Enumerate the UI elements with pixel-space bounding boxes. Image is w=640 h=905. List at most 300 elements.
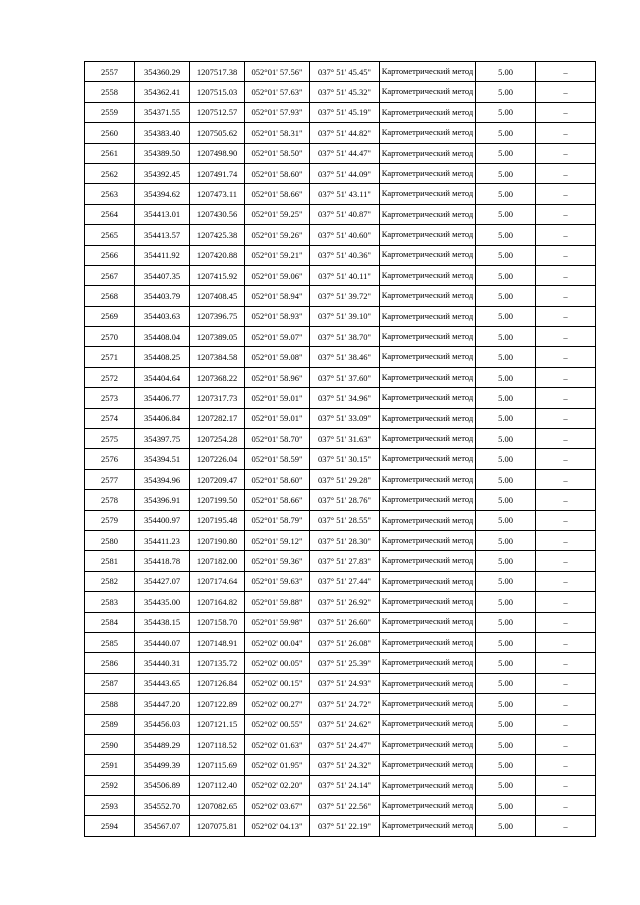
coord-x-cell: 354438.15: [135, 612, 190, 632]
accuracy-cell: 5.00: [476, 510, 536, 530]
point-number-cell: 2590: [85, 734, 135, 754]
coord-y-cell: 1207512.57: [190, 102, 245, 122]
latitude-cell: 052°02' 02.20": [245, 775, 310, 795]
table-row: [85, 102, 596, 122]
point-number-cell: 2582: [85, 571, 135, 591]
table-row: [85, 123, 596, 143]
method-cell: Картометрический метод: [380, 408, 476, 428]
point-number-cell: 2573: [85, 388, 135, 408]
point-number-cell: 2588: [85, 694, 135, 714]
method-cell: Картометрический метод: [380, 490, 476, 510]
accuracy-cell: 5.00: [476, 490, 536, 510]
method-cell: Картометрический метод: [380, 775, 476, 795]
longitude-cell: 037° 51' 24.93": [310, 673, 380, 693]
table-row: [85, 694, 596, 714]
latitude-cell: 052°01' 57.56": [245, 62, 310, 82]
coord-y-cell: 1207148.91: [190, 632, 245, 652]
longitude-cell: 037° 51' 28.55": [310, 510, 380, 530]
latitude-cell: 052°01' 58.96": [245, 367, 310, 387]
point-number-cell: 2558: [85, 82, 135, 102]
point-number-cell: 2589: [85, 714, 135, 734]
latitude-cell: 052°01' 59.88": [245, 592, 310, 612]
point-number-cell: 2565: [85, 225, 135, 245]
table-row: [85, 755, 596, 775]
accuracy-cell: 5.00: [476, 612, 536, 632]
coord-y-cell: 1207254.28: [190, 429, 245, 449]
note-cell: –: [536, 184, 596, 204]
point-number-cell: 2561: [85, 143, 135, 163]
coord-x-cell: 354403.79: [135, 286, 190, 306]
coord-y-cell: 1207282.17: [190, 408, 245, 428]
coord-x-cell: 354427.07: [135, 571, 190, 591]
method-cell: Картометрический метод: [380, 327, 476, 347]
note-cell: –: [536, 388, 596, 408]
coord-x-cell: 354400.97: [135, 510, 190, 530]
table-row: [85, 245, 596, 265]
coord-x-cell: 354371.55: [135, 102, 190, 122]
table-row: [85, 571, 596, 591]
table-row: [85, 388, 596, 408]
latitude-cell: 052°02' 00.04": [245, 632, 310, 652]
point-number-cell: 2577: [85, 469, 135, 489]
method-cell: Картометрический метод: [380, 469, 476, 489]
accuracy-cell: 5.00: [476, 347, 536, 367]
note-cell: –: [536, 775, 596, 795]
method-cell: Картометрический метод: [380, 82, 476, 102]
coord-y-cell: 1207317.73: [190, 388, 245, 408]
point-number-cell: 2566: [85, 245, 135, 265]
coord-x-cell: 354567.07: [135, 816, 190, 836]
coord-y-cell: 1207164.82: [190, 592, 245, 612]
longitude-cell: 037° 51' 40.36": [310, 245, 380, 265]
note-cell: –: [536, 796, 596, 816]
point-number-cell: 2594: [85, 816, 135, 836]
accuracy-cell: 5.00: [476, 734, 536, 754]
table-row: [85, 265, 596, 285]
coord-y-cell: 1207384.58: [190, 347, 245, 367]
accuracy-cell: 5.00: [476, 632, 536, 652]
longitude-cell: 037° 51' 22.56": [310, 796, 380, 816]
coord-x-cell: 354396.91: [135, 490, 190, 510]
method-cell: Картометрический метод: [380, 204, 476, 224]
point-number-cell: 2564: [85, 204, 135, 224]
coord-x-cell: 354499.39: [135, 755, 190, 775]
point-number-cell: 2576: [85, 449, 135, 469]
table-row: [85, 775, 596, 795]
latitude-cell: 052°01' 58.60": [245, 163, 310, 183]
note-cell: –: [536, 429, 596, 449]
longitude-cell: 037° 51' 29.28": [310, 469, 380, 489]
method-cell: Картометрический метод: [380, 102, 476, 122]
coord-y-cell: 1207118.52: [190, 734, 245, 754]
latitude-cell: 052°01' 59.36": [245, 551, 310, 571]
latitude-cell: 052°02' 00.27": [245, 694, 310, 714]
coord-x-cell: 354489.29: [135, 734, 190, 754]
coord-x-cell: 354411.23: [135, 530, 190, 550]
point-number-cell: 2581: [85, 551, 135, 571]
accuracy-cell: 5.00: [476, 286, 536, 306]
coord-x-cell: 354389.50: [135, 143, 190, 163]
latitude-cell: 052°01' 59.07": [245, 327, 310, 347]
method-cell: Картометрический метод: [380, 530, 476, 550]
method-cell: Картометрический метод: [380, 123, 476, 143]
accuracy-cell: 5.00: [476, 184, 536, 204]
table-row: [85, 449, 596, 469]
note-cell: –: [536, 571, 596, 591]
table-row: [85, 82, 596, 102]
latitude-cell: 052°02' 01.63": [245, 734, 310, 754]
point-number-cell: 2591: [85, 755, 135, 775]
coord-y-cell: 1207415.92: [190, 265, 245, 285]
accuracy-cell: 5.00: [476, 245, 536, 265]
point-number-cell: 2559: [85, 102, 135, 122]
coord-x-cell: 354407.35: [135, 265, 190, 285]
table-row: [85, 225, 596, 245]
note-cell: –: [536, 734, 596, 754]
table-row: [85, 632, 596, 652]
note-cell: –: [536, 204, 596, 224]
longitude-cell: 037° 51' 28.76": [310, 490, 380, 510]
coord-y-cell: 1207505.62: [190, 123, 245, 143]
longitude-cell: 037° 51' 27.83": [310, 551, 380, 571]
latitude-cell: 052°02' 00.55": [245, 714, 310, 734]
note-cell: –: [536, 592, 596, 612]
longitude-cell: 037° 51' 44.82": [310, 123, 380, 143]
point-number-cell: 2569: [85, 306, 135, 326]
coord-x-cell: 354408.04: [135, 327, 190, 347]
note-cell: –: [536, 62, 596, 82]
coord-y-cell: 1207182.00: [190, 551, 245, 571]
coord-y-cell: 1207190.80: [190, 530, 245, 550]
note-cell: –: [536, 265, 596, 285]
note-cell: –: [536, 816, 596, 836]
table-row: [85, 816, 596, 836]
note-cell: –: [536, 102, 596, 122]
latitude-cell: 052°01' 57.93": [245, 102, 310, 122]
longitude-cell: 037° 51' 44.47": [310, 143, 380, 163]
coord-y-cell: 1207408.45: [190, 286, 245, 306]
coord-x-cell: 354403.63: [135, 306, 190, 326]
longitude-cell: 037° 51' 24.72": [310, 694, 380, 714]
coord-y-cell: 1207473.11: [190, 184, 245, 204]
note-cell: –: [536, 163, 596, 183]
method-cell: Картометрический метод: [380, 734, 476, 754]
accuracy-cell: 5.00: [476, 408, 536, 428]
longitude-cell: 037° 51' 45.32": [310, 82, 380, 102]
note-cell: –: [536, 694, 596, 714]
coord-y-cell: 1207396.75: [190, 306, 245, 326]
coord-y-cell: 1207122.89: [190, 694, 245, 714]
accuracy-cell: 5.00: [476, 62, 536, 82]
accuracy-cell: 5.00: [476, 225, 536, 245]
accuracy-cell: 5.00: [476, 816, 536, 836]
point-number-cell: 2593: [85, 796, 135, 816]
coord-x-cell: 354411.92: [135, 245, 190, 265]
latitude-cell: 052°02' 03.67": [245, 796, 310, 816]
longitude-cell: 037° 51' 25.39": [310, 653, 380, 673]
note-cell: –: [536, 143, 596, 163]
accuracy-cell: 5.00: [476, 653, 536, 673]
latitude-cell: 052°01' 58.66": [245, 490, 310, 510]
table-row: [85, 714, 596, 734]
latitude-cell: 052°02' 04.13": [245, 816, 310, 836]
accuracy-cell: 5.00: [476, 123, 536, 143]
accuracy-cell: 5.00: [476, 143, 536, 163]
method-cell: Картометрический метод: [380, 612, 476, 632]
note-cell: –: [536, 530, 596, 550]
method-cell: Картометрический метод: [380, 755, 476, 775]
method-cell: Картометрический метод: [380, 245, 476, 265]
note-cell: –: [536, 82, 596, 102]
latitude-cell: 052°01' 58.66": [245, 184, 310, 204]
longitude-cell: 037° 51' 27.44": [310, 571, 380, 591]
method-cell: Картометрический метод: [380, 796, 476, 816]
latitude-cell: 052°02' 00.05": [245, 653, 310, 673]
method-cell: Картометрический метод: [380, 571, 476, 591]
point-number-cell: 2572: [85, 367, 135, 387]
latitude-cell: 052°01' 59.26": [245, 225, 310, 245]
note-cell: –: [536, 551, 596, 571]
note-cell: –: [536, 714, 596, 734]
longitude-cell: 037° 51' 33.09": [310, 408, 380, 428]
latitude-cell: 052°01' 59.98": [245, 612, 310, 632]
point-number-cell: 2575: [85, 429, 135, 449]
note-cell: –: [536, 653, 596, 673]
coord-x-cell: 354408.25: [135, 347, 190, 367]
latitude-cell: 052°01' 59.01": [245, 408, 310, 428]
coord-y-cell: 1207121.15: [190, 714, 245, 734]
longitude-cell: 037° 51' 40.60": [310, 225, 380, 245]
latitude-cell: 052°01' 59.08": [245, 347, 310, 367]
note-cell: –: [536, 123, 596, 143]
table-row: [85, 734, 596, 754]
table-row: [85, 551, 596, 571]
latitude-cell: 052°01' 59.25": [245, 204, 310, 224]
coord-y-cell: 1207126.84: [190, 673, 245, 693]
latitude-cell: 052°01' 58.31": [245, 123, 310, 143]
longitude-cell: 037° 51' 26.92": [310, 592, 380, 612]
coord-x-cell: 354394.62: [135, 184, 190, 204]
point-number-cell: 2584: [85, 612, 135, 632]
note-cell: –: [536, 755, 596, 775]
method-cell: Картометрический метод: [380, 286, 476, 306]
accuracy-cell: 5.00: [476, 388, 536, 408]
accuracy-cell: 5.00: [476, 265, 536, 285]
point-number-cell: 2557: [85, 62, 135, 82]
coord-y-cell: 1207209.47: [190, 469, 245, 489]
accuracy-cell: 5.00: [476, 163, 536, 183]
coord-x-cell: 354443.65: [135, 673, 190, 693]
note-cell: –: [536, 673, 596, 693]
accuracy-cell: 5.00: [476, 204, 536, 224]
coord-y-cell: 1207515.03: [190, 82, 245, 102]
table-row: [85, 490, 596, 510]
coord-y-cell: 1207135.72: [190, 653, 245, 673]
method-cell: Картометрический метод: [380, 306, 476, 326]
coord-y-cell: 1207115.69: [190, 755, 245, 775]
note-cell: –: [536, 225, 596, 245]
accuracy-cell: 5.00: [476, 469, 536, 489]
point-number-cell: 2567: [85, 265, 135, 285]
point-number-cell: 2578: [85, 490, 135, 510]
note-cell: –: [536, 286, 596, 306]
table-row: [85, 367, 596, 387]
longitude-cell: 037° 51' 28.30": [310, 530, 380, 550]
coord-x-cell: 354362.41: [135, 82, 190, 102]
coord-x-cell: 354440.07: [135, 632, 190, 652]
longitude-cell: 037° 51' 37.60": [310, 367, 380, 387]
method-cell: Картометрический метод: [380, 62, 476, 82]
coord-y-cell: 1207368.22: [190, 367, 245, 387]
table-row: [85, 327, 596, 347]
note-cell: –: [536, 408, 596, 428]
accuracy-cell: 5.00: [476, 327, 536, 347]
method-cell: Картометрический метод: [380, 653, 476, 673]
coord-y-cell: 1207425.38: [190, 225, 245, 245]
coord-x-cell: 354360.29: [135, 62, 190, 82]
coord-y-cell: 1207491.74: [190, 163, 245, 183]
note-cell: –: [536, 612, 596, 632]
table-row: [85, 163, 596, 183]
note-cell: –: [536, 347, 596, 367]
method-cell: Картометрический метод: [380, 694, 476, 714]
method-cell: Картометрический метод: [380, 388, 476, 408]
coord-y-cell: 1207082.65: [190, 796, 245, 816]
note-cell: –: [536, 367, 596, 387]
point-number-cell: 2580: [85, 530, 135, 550]
coord-x-cell: 354394.96: [135, 469, 190, 489]
longitude-cell: 037° 51' 44.09": [310, 163, 380, 183]
point-number-cell: 2592: [85, 775, 135, 795]
latitude-cell: 052°01' 58.93": [245, 306, 310, 326]
note-cell: –: [536, 306, 596, 326]
method-cell: Картометрический метод: [380, 714, 476, 734]
accuracy-cell: 5.00: [476, 714, 536, 734]
table-row: [85, 204, 596, 224]
coord-y-cell: 1207158.70: [190, 612, 245, 632]
method-cell: Картометрический метод: [380, 592, 476, 612]
table-row: [85, 510, 596, 530]
table-row: [85, 796, 596, 816]
latitude-cell: 052°02' 00.15": [245, 673, 310, 693]
longitude-cell: 037° 51' 30.15": [310, 449, 380, 469]
point-number-cell: 2563: [85, 184, 135, 204]
note-cell: –: [536, 245, 596, 265]
coord-x-cell: 354397.75: [135, 429, 190, 449]
coord-x-cell: 354440.31: [135, 653, 190, 673]
coord-y-cell: 1207430.56: [190, 204, 245, 224]
method-cell: Картометрический метод: [380, 265, 476, 285]
coord-y-cell: 1207517.38: [190, 62, 245, 82]
table-row: [85, 286, 596, 306]
point-number-cell: 2560: [85, 123, 135, 143]
point-number-cell: 2570: [85, 327, 135, 347]
method-cell: Картометрический метод: [380, 673, 476, 693]
coord-y-cell: 1207112.40: [190, 775, 245, 795]
coord-x-cell: 354413.57: [135, 225, 190, 245]
longitude-cell: 037° 51' 39.72": [310, 286, 380, 306]
latitude-cell: 052°01' 58.59": [245, 449, 310, 469]
coord-y-cell: 1207075.81: [190, 816, 245, 836]
longitude-cell: 037° 51' 45.45": [310, 62, 380, 82]
coord-x-cell: 354447.20: [135, 694, 190, 714]
point-number-cell: 2585: [85, 632, 135, 652]
latitude-cell: 052°01' 59.01": [245, 388, 310, 408]
longitude-cell: 037° 51' 26.60": [310, 612, 380, 632]
point-number-cell: 2583: [85, 592, 135, 612]
coord-y-cell: 1207498.90: [190, 143, 245, 163]
coord-x-cell: 354406.84: [135, 408, 190, 428]
latitude-cell: 052°01' 58.50": [245, 143, 310, 163]
longitude-cell: 037° 51' 40.87": [310, 204, 380, 224]
coord-x-cell: 354392.45: [135, 163, 190, 183]
longitude-cell: 037° 51' 38.70": [310, 327, 380, 347]
coord-x-cell: 354413.01: [135, 204, 190, 224]
point-number-cell: 2571: [85, 347, 135, 367]
coord-y-cell: 1207226.04: [190, 449, 245, 469]
longitude-cell: 037° 51' 43.11": [310, 184, 380, 204]
longitude-cell: 037° 51' 22.19": [310, 816, 380, 836]
latitude-cell: 052°02' 01.95": [245, 755, 310, 775]
method-cell: Картометрический метод: [380, 510, 476, 530]
table-row: [85, 306, 596, 326]
coord-y-cell: 1207174.64: [190, 571, 245, 591]
coord-y-cell: 1207195.48: [190, 510, 245, 530]
table-row: [85, 184, 596, 204]
latitude-cell: 052°01' 58.79": [245, 510, 310, 530]
point-number-cell: 2587: [85, 673, 135, 693]
method-cell: Картометрический метод: [380, 184, 476, 204]
coord-x-cell: 354406.77: [135, 388, 190, 408]
latitude-cell: 052°01' 57.63": [245, 82, 310, 102]
accuracy-cell: 5.00: [476, 755, 536, 775]
accuracy-cell: 5.00: [476, 449, 536, 469]
coord-y-cell: 1207199.50: [190, 490, 245, 510]
accuracy-cell: 5.00: [476, 367, 536, 387]
method-cell: Картометрический метод: [380, 449, 476, 469]
table-row: [85, 143, 596, 163]
table-row: [85, 673, 596, 693]
latitude-cell: 052°01' 59.06": [245, 265, 310, 285]
table-body: [85, 62, 596, 837]
table-row: [85, 429, 596, 449]
accuracy-cell: 5.00: [476, 592, 536, 612]
accuracy-cell: 5.00: [476, 694, 536, 714]
coord-y-cell: 1207389.05: [190, 327, 245, 347]
coord-x-cell: 354552.70: [135, 796, 190, 816]
note-cell: –: [536, 490, 596, 510]
coord-x-cell: 354506.89: [135, 775, 190, 795]
accuracy-cell: 5.00: [476, 673, 536, 693]
method-cell: Картометрический метод: [380, 632, 476, 652]
note-cell: –: [536, 632, 596, 652]
longitude-cell: 037° 51' 24.32": [310, 755, 380, 775]
method-cell: Картометрический метод: [380, 163, 476, 183]
coord-x-cell: 354418.78: [135, 551, 190, 571]
point-number-cell: 2568: [85, 286, 135, 306]
accuracy-cell: 5.00: [476, 429, 536, 449]
accuracy-cell: 5.00: [476, 82, 536, 102]
point-number-cell: 2586: [85, 653, 135, 673]
latitude-cell: 052°01' 59.12": [245, 530, 310, 550]
coord-y-cell: 1207420.88: [190, 245, 245, 265]
longitude-cell: 037° 51' 24.14": [310, 775, 380, 795]
longitude-cell: 037° 51' 38.46": [310, 347, 380, 367]
method-cell: Картометрический метод: [380, 347, 476, 367]
table-row: [85, 530, 596, 550]
coord-x-cell: 354456.03: [135, 714, 190, 734]
longitude-cell: 037° 51' 24.62": [310, 714, 380, 734]
